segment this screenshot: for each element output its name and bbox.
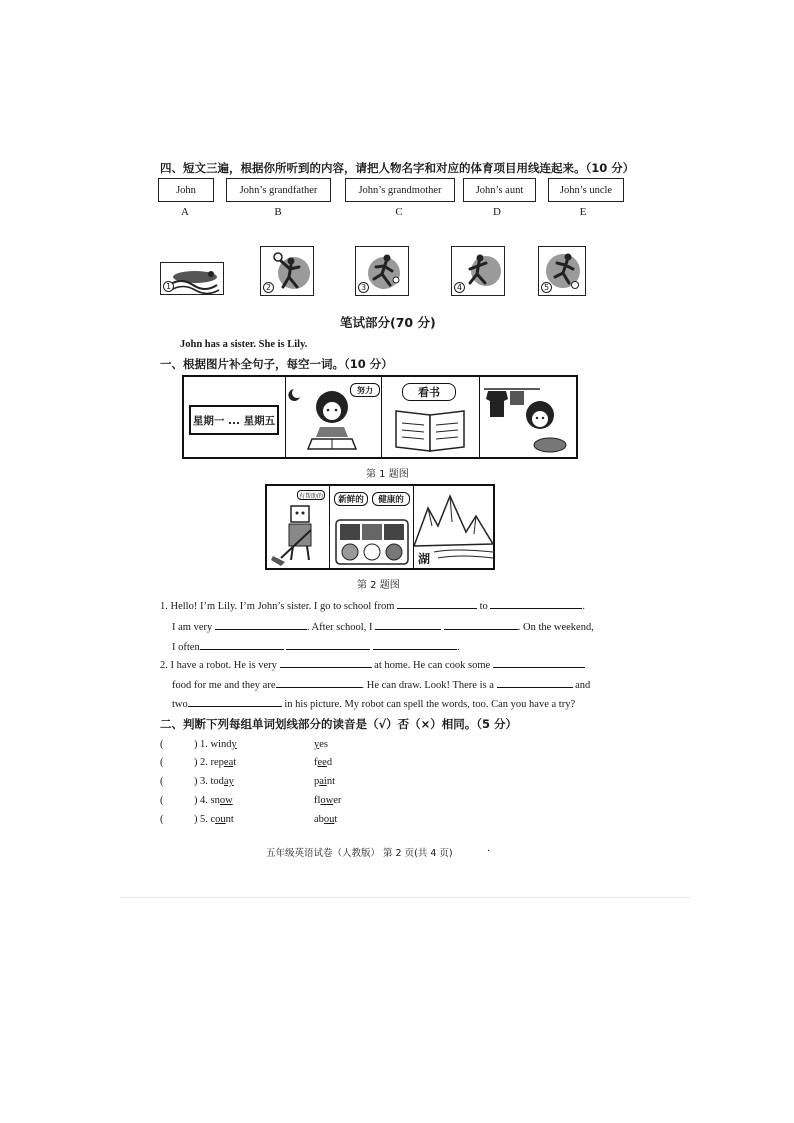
sport-picture-1[interactable] [160, 262, 224, 295]
q2-line1: 2. I have a robot. He is very at home. He can cook some [160, 657, 585, 671]
page-divider [120, 897, 690, 898]
part1-heading: 一、根据图片补全句子，每空一词。（10 分） [160, 357, 393, 371]
answer-slot-3[interactable]: ) [194, 776, 198, 787]
sport-picture-2[interactable] [260, 246, 314, 296]
q2-line2: food for me and they are . He can draw. Look! There is a and [172, 677, 590, 691]
name-box-grandmother[interactable]: John’s grandmother [345, 178, 455, 202]
girl-washing-clothes-icon [480, 377, 576, 457]
part4-heading: 四、短文三遍，根据你所听到的内容，请把人物名字和对应的体育项目用线连起来。（10 分） [160, 161, 635, 175]
q1-blank-from[interactable] [397, 598, 477, 609]
page-footer: 五年级英语试卷（人教版） 第 2 页(共 4 页) [266, 848, 453, 859]
letter-c: C [395, 206, 403, 218]
written-section-title: 笔试部分(70 分) [340, 315, 436, 330]
q1-blank-after-2[interactable] [444, 619, 518, 630]
helpful-bubble: 有帮助的 [297, 490, 325, 500]
name-box-aunt[interactable]: John’s aunt [463, 178, 536, 202]
q1-blank-often-1[interactable] [200, 639, 284, 650]
letter-e: E [579, 206, 587, 218]
sport-number-5: 5 [541, 282, 552, 293]
lake-label: 湖 [418, 552, 431, 566]
sport-picture-4[interactable] [451, 246, 505, 296]
sport-number-4: 4 [454, 282, 465, 293]
name-box-uncle[interactable]: John’s uncle [548, 178, 624, 202]
figure2-panel-robot [267, 486, 330, 568]
q1-blank-after-1[interactable] [375, 619, 441, 630]
figure1-panel-reading [382, 377, 480, 457]
figure1-panel-laundry [480, 377, 576, 457]
q1-blank-often-2[interactable] [286, 639, 370, 650]
answer-slot-2[interactable]: ) [194, 757, 198, 768]
sport-number-2: 2 [263, 282, 274, 293]
letter-d: D [493, 206, 501, 218]
sport-number-1: 1 [163, 281, 174, 292]
name-box-grandfather[interactable]: John’s grandfather [226, 178, 331, 202]
week-box: 星期一 ... 星期五 [189, 405, 279, 435]
hardwork-bubble: 努力 [350, 383, 380, 397]
q2-blank-mountains[interactable] [188, 696, 282, 707]
sport-number-3: 3 [358, 282, 369, 293]
judge-row-2: ( ) 2. repeat feed [160, 757, 333, 768]
q2-blank-helpful[interactable] [280, 657, 372, 668]
figure1-strip [182, 375, 578, 459]
sport-picture-5[interactable] [538, 246, 586, 296]
judge-row-3: ( ) 3. today paint [160, 776, 335, 787]
q1-blank-to[interactable] [490, 598, 582, 609]
figure2-strip [265, 484, 495, 570]
q2-blank-healthy[interactable] [276, 677, 362, 688]
name-box-john[interactable]: John [158, 178, 214, 202]
judge-row-1: ( ) 1. windy yes [160, 739, 328, 750]
q1-line1: 1. Hello! I’m Lily. I’m John’s sister. I go to school from to . [160, 598, 585, 612]
figure2-caption: 第 2 题图 [357, 580, 400, 591]
reading-bubble: 看书 [402, 383, 456, 401]
written-intro: John has a sister. She is Lily. [180, 339, 308, 350]
figure2-panel-lake [414, 486, 493, 568]
figure1-panel-week [184, 377, 286, 457]
q2-blank-lake[interactable] [497, 677, 573, 688]
part2-heading: 二、判断下列每组单词划线部分的读音是（√）否（×）相同。（5 分） [160, 717, 518, 731]
fresh-bubble: 新鲜的 [334, 492, 368, 506]
footer-dot: . [487, 843, 491, 854]
answer-slot-5[interactable]: ) [194, 814, 198, 825]
q2-blank-fresh[interactable] [493, 657, 585, 668]
answer-slot-4[interactable]: ) [194, 795, 198, 806]
q1-blank-often-3[interactable] [373, 639, 457, 650]
answer-slot-1[interactable]: ) [194, 739, 198, 750]
letter-a: A [181, 206, 189, 218]
q1-line3: I often . [172, 639, 460, 653]
figure1-caption: 第 1 题图 [366, 469, 409, 480]
sport-picture-3[interactable] [355, 246, 409, 296]
judge-row-4: ( ) 4. snow flower [160, 795, 342, 806]
q1-line2: I am very . After school, I . On the weekend, [172, 619, 594, 633]
figure1-panel-hardwork [286, 377, 382, 457]
judge-row-5: ( ) 5. count about [160, 814, 338, 825]
letter-b: B [274, 206, 282, 218]
figure2-panel-food [330, 486, 414, 568]
q1-blank-very[interactable] [215, 619, 307, 630]
q2-line3: two in his picture. My robot can spell the words, too. Can you have a try? [172, 696, 575, 710]
healthy-bubble: 健康的 [372, 492, 410, 506]
